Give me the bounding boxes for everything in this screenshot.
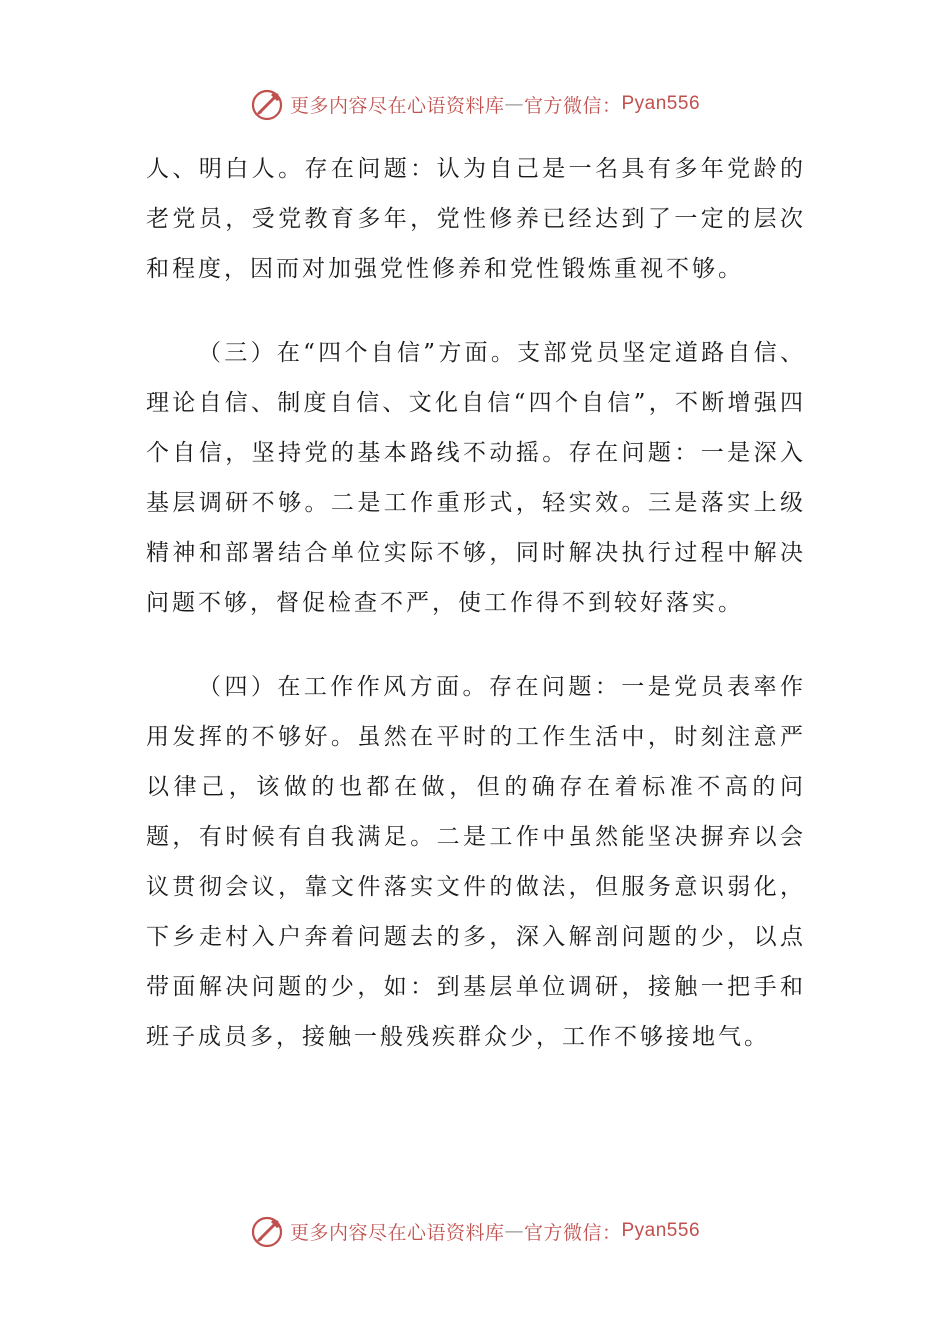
- paragraph-four-confidences: （三）在“四个自信”方面。支部党员坚定道路自信、理论自信、制度自信、文化自信“四个自信”，不断增强四个自信，坚持党的基本路线不动摇。存在问题：一是深入基层调研不够。二是工作重形式，轻实效。三是落实上级精神和部署结合单位实际不够，同时解决执行过程中解决问题不够，督促检查不严，使工作得不到较好落实。: [146, 340, 806, 616]
- pen-logo-icon: [250, 1213, 286, 1249]
- header-banner: [0, 84, 950, 124]
- banner-wechat-id: Pyan556: [621, 93, 701, 114]
- paragraph-work-style: （四）在工作作风方面。存在问题：一是党员表率作用发挥的不够好。虽然在平时的工作生活中，时刻注意严以律己，该做的也都在做，但的确存在着标准不高的问题，有时候有自我满足。二是工作中虽然能坚决摒弃以会议贯彻会议，靠文件落实文件的做法，但服务意识弱化，下乡走村入户奔着问题去的多，深入解剖问题的少，以点带面解决问题的少，如：到基层单位调研，接触一把手和班子成员多，接触一般残疾群众少，工作不够接地气。: [146, 674, 806, 1050]
- pen-logo-icon: [250, 86, 286, 122]
- banner-wechat-id: Pyan556: [621, 1220, 701, 1241]
- banner-text: 更多内容尽在心语资料库: [289, 1221, 505, 1244]
- banner-separator: —: [504, 93, 524, 115]
- banner-separator: —: [504, 1220, 524, 1242]
- paragraph-continuation: 人、明白人。存在问题：认为自己是一名具有多年党龄的老党员，受党教育多年，党性修养已经达到了一定的层次和程度，因而对加强党性修养和党性锻炼重视不够。: [146, 156, 806, 282]
- banner-wechat-label: 官方微信：: [523, 94, 622, 117]
- document-body: [146, 144, 806, 1062]
- banner-wechat-label: 官方微信：: [523, 1221, 622, 1244]
- footer-banner: [0, 1211, 950, 1251]
- banner-text: 更多内容尽在心语资料库: [289, 94, 505, 117]
